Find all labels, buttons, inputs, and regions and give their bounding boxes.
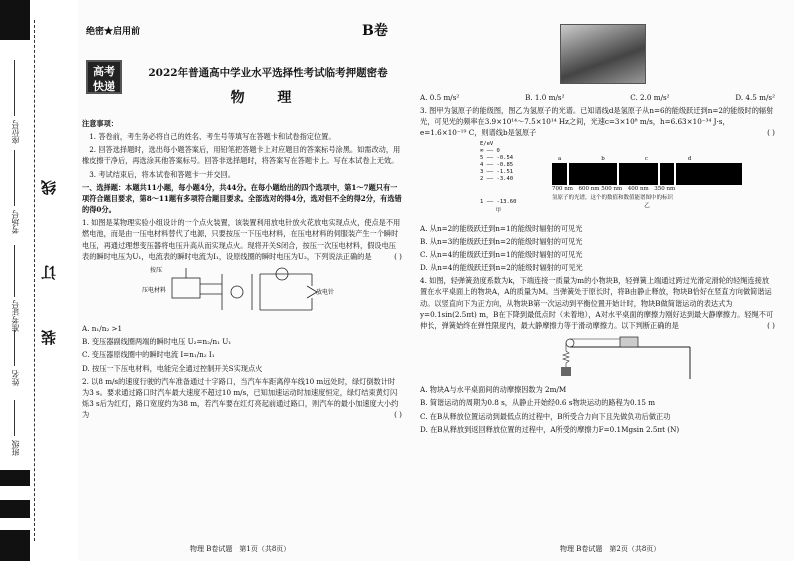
seat-label: 座位号 xyxy=(11,120,20,144)
room-label: 考场号 xyxy=(11,210,20,234)
stripe-bar xyxy=(0,0,30,40)
spectrum-letters xyxy=(552,155,742,164)
question-text: 4. 如图，轻弹簧劲度系数为k，下端连接一质量为m的小物块B，轻弹簧上端通过跨过光滑定滑轮的轻绳连接放置在水平桌面上的物块A，A的质量为M。当弹簧处于原长时，将B由静止释放，物块B恰好在竖直方向做简谐运动。以竖直向下为正方向，从物块B第一次运动到平衡位置开始计时，物块B做简谐运动的表达式为y=0.1sin(2.5πt) m，B在下降到最低点时（未着地），A对水平桌面的摩擦力刚好达到最大静摩擦力。轻绳不可伸长，弹簧始终在弹性限度内，最大静摩擦力等于滑动摩擦力。以下判断正确的是 xyxy=(420,276,774,330)
question-text: 3. 图甲为氢原子的能级图，图乙为氢原子的光谱。已知谱线d是氢原子从n=6的能级跃迁到n=2的能级时的辐射光，可见光的频率在3.9×10¹⁴～7.5×10¹⁴ Hz之间，光速c=3×10⁸ m/s，h=6.63×10⁻³⁴ J·s，e=1.6×10⁻¹⁹ C，则谱线b是氢原子 xyxy=(420,106,774,138)
option-a: A. 物块A与水平桌面间的动摩擦因数为 2m/M xyxy=(420,385,567,395)
left-column xyxy=(82,118,402,422)
binding-dash-line xyxy=(34,20,35,541)
answer-paren: ( ) xyxy=(767,320,775,330)
option-b: B. 变压器副线圈两端的瞬时电压 U₂=n₂/n₁ U₁ xyxy=(82,337,232,347)
right-column xyxy=(420,92,775,437)
version-mark: B卷 xyxy=(362,23,388,39)
question-1-stem xyxy=(82,217,402,262)
spectrum-letter: b xyxy=(601,155,605,162)
ticket-underline xyxy=(14,245,15,297)
option-d: D. 按压一下压电材料，电能完全通过控制开关S实现点火 xyxy=(82,363,263,373)
spectrum-line xyxy=(658,163,660,185)
question-3-stem xyxy=(420,105,775,138)
note-item: 2. 回答选择题时，选出每小题答案后，用铅笔把答题卡上对应题目的答案标号涂黑。如需改动，用橡皮擦干净后，再选涂其他答案标号。回答非选择题时，将答案写在答题卡上。写在本试卷上无效。 xyxy=(82,145,401,166)
binding-char-zhuang: 装 xyxy=(40,330,58,345)
level-row: 4 —— -0.85 xyxy=(480,161,514,168)
name-underline xyxy=(14,330,15,366)
binding-strip xyxy=(0,0,78,561)
answer-paren: ( ) xyxy=(394,410,402,420)
note-item: 3. 考试结束后，将本试卷和答题卡一并交回。 xyxy=(89,169,235,179)
option-a: A. 0.5 m/s² xyxy=(420,93,460,102)
secret-mark: 绝密★启用前 xyxy=(86,27,141,37)
energy-level-diagram xyxy=(480,141,516,215)
option-a: A. 从n=2的能级跃迁到n=1的能级时辐射的可见光 xyxy=(420,223,583,233)
note-item: 1. 答卷前，考生务必将自己的姓名、考生号等填写在答题卡和试卷指定位置。 xyxy=(89,132,336,142)
question-4-stem xyxy=(420,275,775,331)
spectrum-diagram xyxy=(552,155,742,211)
spectrum-ticks: 700 nm 600 nm 500 nm 400 nm 350 nm xyxy=(552,186,676,193)
level-row: 2 —— -3.40 xyxy=(480,175,514,182)
question-text: 2. 以8 m/s的速度行驶的汽车准备通过十字路口，当汽车车距离停车线10 m远处时，绿灯倒数计时为3 s。要求通过路口时汽车最大速度不超过10 m/s，已知加速运动时加速度恒定，绿灯结束黄灯闪烁3 s后为红灯，路口宽度约为38 m，若汽车要在红灯亮起前通过路口，则汽车的最小加速度大小约为 xyxy=(82,376,399,420)
question-2-options xyxy=(420,92,775,103)
footer-right: 物理 B卷试题 第2页（共8页） xyxy=(560,545,661,553)
option-d: D. 从n=4的能级跃迁到n=2的能级时辐射的可见光 xyxy=(420,263,583,273)
level-row: 5 —— -0.54 xyxy=(480,154,514,161)
stripe-bar xyxy=(0,500,30,518)
question-3-figures xyxy=(420,141,775,223)
spectrum-letter: a xyxy=(558,155,562,162)
seat-underline xyxy=(14,60,15,116)
spectrum-line xyxy=(674,163,676,185)
footer-left: 物理 B卷试题 第1页（共8页） xyxy=(190,545,291,553)
answer-paren: ( ) xyxy=(767,128,775,138)
spectrum-line xyxy=(617,163,619,185)
option-a: A. n₁/n₂ >1 xyxy=(82,324,123,334)
option-c: C. 2.0 m/s² xyxy=(630,93,670,102)
brand-logo: 高考快递 xyxy=(86,60,122,94)
figure-label-yi: 乙 xyxy=(644,203,650,210)
answer-paren: ( ) xyxy=(394,251,402,261)
press-label: 按压 xyxy=(150,266,163,274)
section-heading: 一、选择题：本题共11小题，每小题4分，共44分。在每小题给出的四个选项中，第1～7题只有一项符合题目要求，第8～11题有多项符合题目要求。全部选对的得4分，选对但不全的得2分，有选错的得0分。 xyxy=(82,182,402,215)
binding-char-ding: 订 xyxy=(40,265,58,280)
stripe-bar xyxy=(0,530,30,561)
exam-title: 2022年普通高中学业水平选择性考试临考押题密卷 xyxy=(148,67,388,79)
option-b: B. 从n=3的能级跃迁到n=2的能级时辐射的可见光 xyxy=(420,236,583,246)
ignition-circuit-diagram xyxy=(142,264,342,320)
needle-label: 放电针 xyxy=(316,288,335,296)
spectrum-caption: 氢原子的光谱，这个的数值和数值能谱图中的标识 xyxy=(552,194,674,201)
ticket-label: 准考证号 xyxy=(11,300,20,332)
spectrum-band xyxy=(552,163,742,185)
name-label: 姓名 xyxy=(11,370,20,386)
piezo-label: 压电材料 xyxy=(142,286,167,294)
spectrum-line xyxy=(567,163,569,185)
level-row: 1 —— -13.60 xyxy=(480,198,517,205)
notes-heading: 注意事项： xyxy=(82,119,118,128)
option-c: C. 在B从释放位置运动到最低点的过程中，B所受合力向下且先做负功后做正功 xyxy=(420,411,671,421)
class-underline xyxy=(14,400,15,436)
option-d: D. 在B从释放到返回释放位置的过程中，A所受的摩擦力F=0.1Mgsin 2.5πt (N) xyxy=(420,424,680,434)
spring-pulley-diagram xyxy=(550,333,700,381)
level-unit: E/eV xyxy=(480,140,494,147)
class-label: 班级 xyxy=(11,440,20,456)
spectrum-letter: c xyxy=(644,155,648,162)
figure-label-jia: 甲 xyxy=(495,207,501,214)
question-text: 1. 如图是某物理实验小组设计的一个点火装置，该装置利用放电针放火花放电实现点火，使点是不用燃电池，而是由一压电材料替代了电源，只要按压一下压电材料，在压电材料的伺服装产生一个瞬时电压，再通过理想变压器将电压升高从而实现点火。现将开关S闭合，按压一次压电材料，假设电压表的瞬时电压为U₁，电流表的瞬时电流为I₁，设原线圈的瞬时电压为U₂，下列说法正确的是 xyxy=(82,218,401,261)
option-d: D. 4.5 m/s² xyxy=(735,93,775,102)
option-b: B. 1.0 m/s² xyxy=(525,93,565,102)
level-row: ∞ —— 0 xyxy=(480,147,500,154)
option-c: C. 从n=4的能级跃迁到n=1的能级时辐射的可见光 xyxy=(420,249,583,259)
stripe-bar xyxy=(0,470,30,486)
question-2-stem xyxy=(82,376,402,421)
spectrum-letter: d xyxy=(687,155,692,162)
option-b: B. 简谐运动的周期为0.8 s，从静止开始经0.6 s物块运动的路程为0.15 m xyxy=(420,398,656,408)
level-row: 3 —— -1.51 xyxy=(480,168,514,175)
subject-title: 物 理 xyxy=(230,90,306,106)
binding-char-line: 线 xyxy=(40,180,58,195)
room-underline xyxy=(14,150,15,206)
traffic-photo xyxy=(560,24,646,84)
option-c: C. 变压器原线圈中的瞬时电流 I=n₁/n₂ I₁ xyxy=(82,350,215,360)
